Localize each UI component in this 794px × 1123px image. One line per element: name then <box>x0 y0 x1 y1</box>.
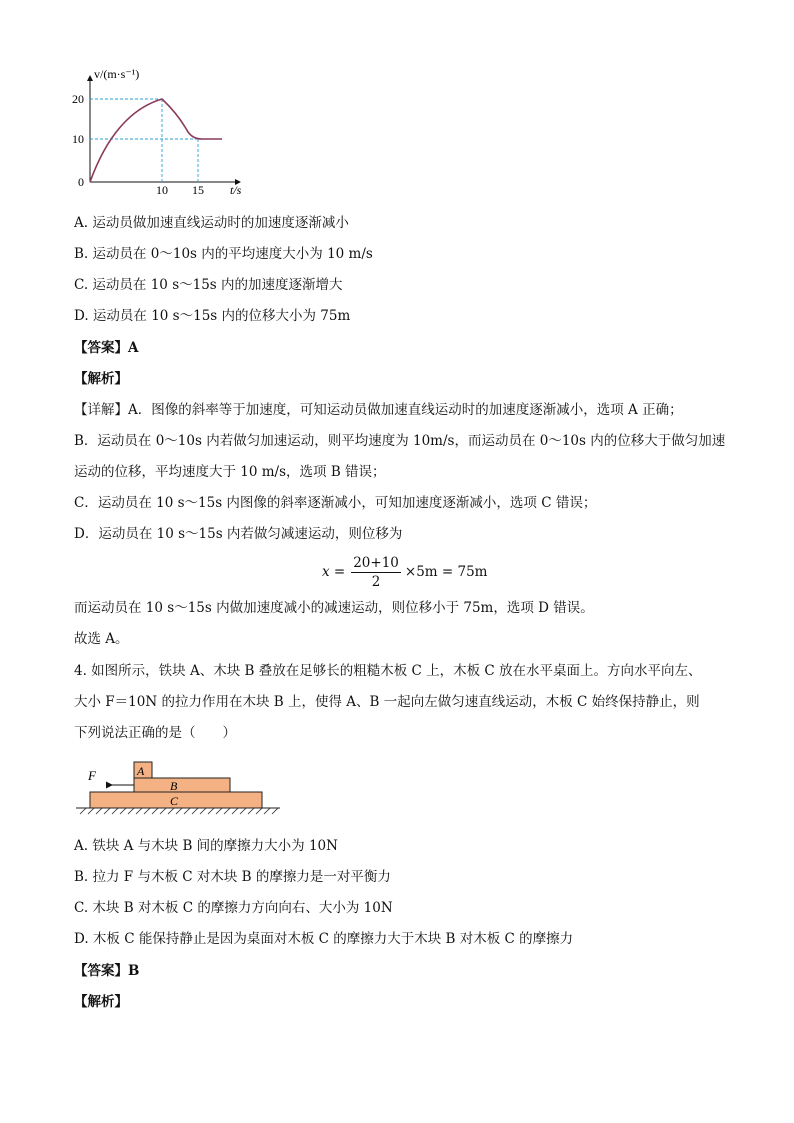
q3-detail-line: D．运动员在 10 s～15s 内若做匀减速运动，则位移为 <box>74 526 403 542</box>
formula-denominator: 2 <box>371 573 381 590</box>
q3-option-a: A. 运动员做加速直线运动时的加速度逐渐减小 <box>74 215 349 231</box>
block-b <box>134 778 230 792</box>
y-tick-10: 10 <box>72 132 84 146</box>
y-tick-20: 20 <box>72 92 84 106</box>
q4-stem-line: 大小 F＝10N 的拉力作用在木块 B 上，使得 A、B 一起向左做匀速直线运动，木板 C 始终保持静止，则 <box>74 694 700 710</box>
q3-answer: 【答案】A <box>74 340 139 356</box>
q3-analysis-label: 【解析】 <box>74 371 128 387</box>
q4-answer: 【答案】B <box>74 963 140 979</box>
block-b-label: B <box>170 779 178 793</box>
displacement-formula <box>322 550 487 594</box>
origin-label: 0 <box>78 175 84 189</box>
q4-analysis-label: 【解析】 <box>74 994 128 1010</box>
x-axis-label: t/s <box>230 183 242 197</box>
formula-fraction <box>351 554 401 591</box>
q4-option-a: A. 铁块 A 与木块 B 间的摩擦力大小为 10N <box>74 838 338 854</box>
x-tick-10: 10 <box>156 183 168 197</box>
table-hatching <box>80 808 278 814</box>
q3-after-line: 而运动员在 10 s～15s 内做加速度减小的减速运动，则位移小于 75m，选项 D 错误。 <box>74 600 594 616</box>
block-a-label: A <box>137 764 145 778</box>
q3-after-line: 故选 A。 <box>74 631 129 647</box>
board-c-label: C <box>170 794 179 808</box>
q4-option-b: B. 拉力 F 与木板 C 对木块 B 的摩擦力是一对平衡力 <box>74 869 391 885</box>
q4-option-d: D. 木板 C 能保持静止是因为桌面对木板 C 的摩擦力大于木块 B 对木板 C 的摩擦力 <box>74 931 574 947</box>
blocks-figure <box>70 756 290 816</box>
q4-stem-line: 4. 如图所示，铁块 A、木块 B 叠放在足够长的粗糙木板 C 上，木板 C 放在水平桌面上。方向水平向左、 <box>74 663 702 679</box>
q3-option-b: B. 运动员在 0～10s 内的平均速度大小为 10 m/s <box>74 246 373 262</box>
q3-detail-line: C．运动员在 10 s～15s 内图像的斜率逐渐减小，可知加速度逐渐减小，选项 C 错误； <box>74 495 597 511</box>
q4-stem-line: 下列说法正确的是（ ） <box>74 725 236 741</box>
q3-detail-line: B．运动员在 0～10s 内若做匀加速运动，则平均速度为 10m/s，而运动员在 0～10s 内的位移大于做匀加速 <box>74 433 726 449</box>
vt-graph <box>70 68 270 198</box>
force-label: F <box>88 768 96 783</box>
x-tick-15: 15 <box>192 183 204 197</box>
y-axis-label: v/(m·s⁻¹) <box>94 68 140 81</box>
formula-lhs: x = <box>322 564 346 580</box>
formula-numerator: 20+10 <box>353 554 399 571</box>
q3-option-d: D. 运动员在 10 s～15s 内的位移大小为 75m <box>74 308 351 324</box>
velocity-curve <box>90 99 222 182</box>
q3-option-c: C. 运动员在 10 s～15s 内的加速度逐渐增大 <box>74 277 343 293</box>
q3-detail-line: 【详解】A．图像的斜率等于加速度，可知运动员做加速直线运动时的加速度逐渐减小，选项 A 正确； <box>74 402 683 418</box>
q3-detail-line: 运动的位移，平均速度大于 10 m/s，选项 B 错误； <box>74 464 386 480</box>
q4-option-c: C. 木块 B 对木板 C 的摩擦力方向向右、大小为 10N <box>74 900 393 916</box>
formula-rhs: ×5m = 75m <box>404 564 488 580</box>
